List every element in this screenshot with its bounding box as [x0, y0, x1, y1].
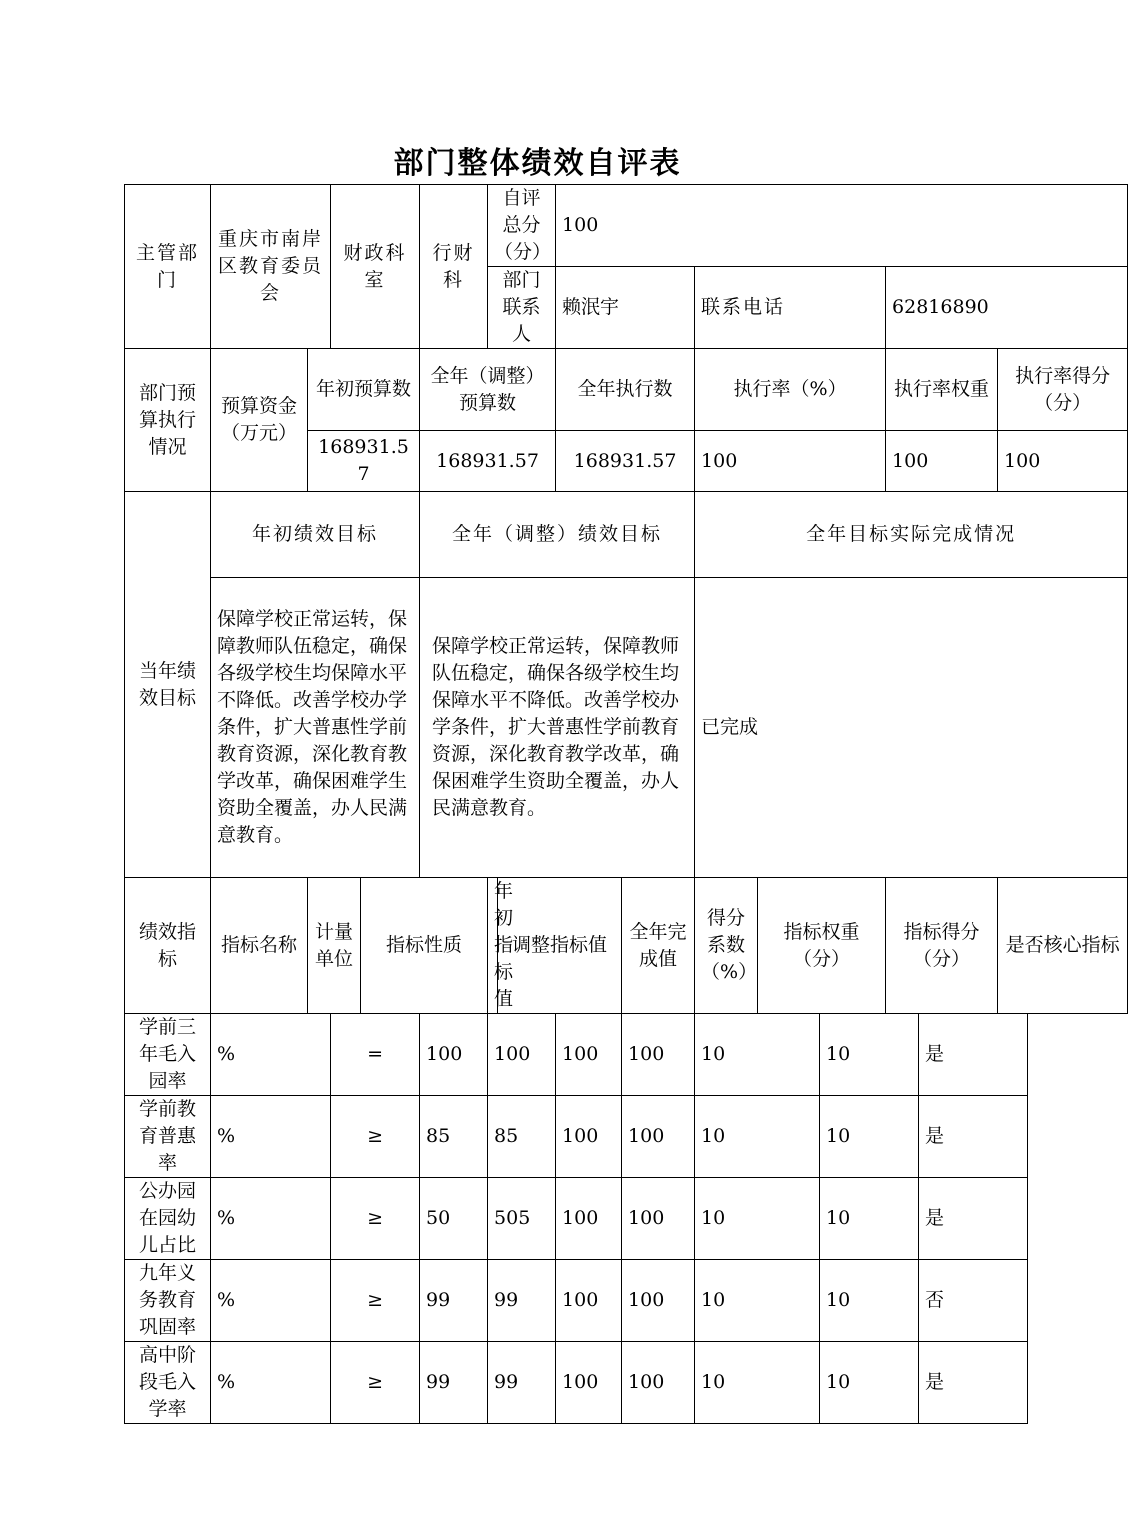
indicator-cell: ≥	[331, 1260, 420, 1342]
indicator-cell: 99	[488, 1260, 556, 1342]
indicator-cell: 100	[556, 1260, 622, 1342]
indicator-cell: 学前三年毛入园率	[125, 1014, 211, 1096]
indicator-cell: ≥	[331, 1178, 420, 1260]
indicator-cell: 10	[695, 1178, 820, 1260]
indicator-header: 指标权重（分）	[758, 878, 886, 1014]
indicator-cell: 公办园在园幼儿占比	[125, 1178, 211, 1260]
indicator-cell: 100	[622, 1260, 695, 1342]
page-title: 部门整体绩效自评表	[393, 146, 682, 181]
actual-completion-text: 已完成	[695, 578, 1128, 878]
rate-score-value: 100	[998, 431, 1128, 492]
office-value: 行财科	[420, 185, 488, 349]
col-exec-rate: 执行率（%）	[695, 349, 886, 431]
contact-label: 部门联系人	[488, 267, 556, 349]
indicator-cell: 100	[622, 1096, 695, 1178]
col-actual-completion: 全年目标实际完成情况	[695, 492, 1128, 578]
adjusted-budget-value: 168931.57	[420, 431, 556, 492]
indicator-cell: 50	[420, 1178, 488, 1260]
indicator-cell: 10	[695, 1260, 820, 1342]
indicator-cell: %	[211, 1260, 331, 1342]
col-rate-weight: 执行率权重	[886, 349, 998, 431]
indicator-cell: 505	[488, 1178, 556, 1260]
indicator-cell: %	[211, 1342, 331, 1424]
indicator-cell: 10	[695, 1014, 820, 1096]
indicator-header: 指标性质	[361, 878, 488, 1014]
col-initial-goal: 年初绩效目标	[211, 492, 420, 578]
performance-table	[124, 184, 1128, 1424]
indicator-header: 年初指标值	[488, 878, 498, 1014]
budget-section-label: 部门预算执行情况	[125, 349, 211, 492]
indicator-cell: 是	[919, 1342, 1028, 1424]
indicator-cell: 99	[420, 1260, 488, 1342]
indicator-header: 指标得分（分）	[886, 878, 998, 1014]
indicator-cell: %	[211, 1178, 331, 1260]
indicator-cell: 10	[820, 1260, 919, 1342]
col-initial-budget: 年初预算数	[308, 349, 420, 431]
indicator-header: 计量单位	[308, 878, 361, 1014]
col-adjusted-budget: 全年（调整）预算数	[420, 349, 556, 431]
indicator-cell: ≥	[331, 1342, 420, 1424]
indicator-cell: 高中阶段毛入学率	[125, 1342, 211, 1424]
indicator-cell: 学前教育普惠率	[125, 1096, 211, 1178]
indicator-header: 得分系数（%）	[695, 878, 758, 1014]
indicator-cell: 10	[695, 1342, 820, 1424]
dept-value: 重庆市南岸区教育委员会	[211, 185, 331, 349]
self-score-label: 自评总分（分）	[488, 185, 556, 267]
col-executed: 全年执行数	[556, 349, 695, 431]
indicator-cell: ≥	[331, 1096, 420, 1178]
indicator-cell: 100	[556, 1178, 622, 1260]
dept-label: 主管部门	[125, 185, 211, 349]
indicator-cell: =	[331, 1014, 420, 1096]
office-label: 财政科室	[331, 185, 420, 349]
self-score-value: 100	[556, 185, 1128, 267]
indicator-cell: 99	[488, 1342, 556, 1424]
initial-budget-value: 168931.57	[308, 431, 420, 492]
exec-rate-value: 100	[695, 431, 886, 492]
indicator-cell: 10	[820, 1014, 919, 1096]
goals-section-label: 当年绩效目标	[125, 492, 211, 878]
rate-weight-value: 100	[886, 431, 998, 492]
indicator-row	[125, 1260, 1128, 1342]
indicator-row	[125, 1342, 1128, 1424]
indicator-header: 是否核心指标	[998, 878, 1128, 1014]
indicator-cell: 100	[556, 1014, 622, 1096]
indicator-cell: 100	[556, 1342, 622, 1424]
indicator-cell: 10	[820, 1178, 919, 1260]
indicator-header: 指标名称	[211, 878, 308, 1014]
indicator-header: 调整指标值	[498, 878, 622, 1014]
indicator-cell: 是	[919, 1096, 1028, 1178]
indicator-row	[125, 1014, 1128, 1096]
indicator-cell: 否	[919, 1260, 1028, 1342]
indicator-cell: 100	[622, 1178, 695, 1260]
indicator-cell: 100	[488, 1014, 556, 1096]
col-adjusted-goal: 全年（调整）绩效目标	[420, 492, 695, 578]
indicator-row	[125, 1178, 1128, 1260]
indicator-cell: 85	[420, 1096, 488, 1178]
indicator-cell: 九年义务教育巩固率	[125, 1260, 211, 1342]
indicator-cell: 100	[622, 1014, 695, 1096]
indicator-cell: 100	[420, 1014, 488, 1096]
budget-fund-label: 预算资金（万元）	[211, 349, 308, 492]
indicator-cell: 10	[820, 1096, 919, 1178]
indicator-cell: 10	[695, 1096, 820, 1178]
indicators-section-label: 绩效指标	[125, 878, 211, 1014]
indicator-row	[125, 1096, 1128, 1178]
col-rate-score: 执行率得分（分）	[998, 349, 1128, 431]
adjusted-goal-text: 保障学校正常运转，保障教师队伍稳定，确保各级学校生均保障水平不降低。改善学校办学条件，扩大普惠性学前教育资源，深化教育教学改革，确保困难学生资助全覆盖，办人民满意教育。	[420, 578, 695, 878]
indicator-cell: %	[211, 1096, 331, 1178]
indicator-cell: 99	[420, 1342, 488, 1424]
indicator-header: 全年完成值	[622, 878, 695, 1014]
initial-goal-text: 保障学校正常运转，保障教师队伍稳定，确保各级学校生均保障水平不降低。改善学校办学条件，扩大普惠性学前教育资源，深化教育教学改革，确保困难学生资助全覆盖，办人民满意教育。	[211, 578, 420, 878]
indicator-cell: 是	[919, 1178, 1028, 1260]
indicator-cell: 100	[622, 1342, 695, 1424]
contact-value: 赖泯宇	[556, 267, 695, 349]
executed-value: 168931.57	[556, 431, 695, 492]
indicator-cell: 10	[820, 1342, 919, 1424]
phone-value: 62816890	[886, 267, 1128, 349]
indicator-cell: %	[211, 1014, 331, 1096]
indicator-cell: 100	[556, 1096, 622, 1178]
indicator-cell: 是	[919, 1014, 1028, 1096]
phone-label: 联系电话	[695, 267, 886, 349]
indicator-cell: 85	[488, 1096, 556, 1178]
